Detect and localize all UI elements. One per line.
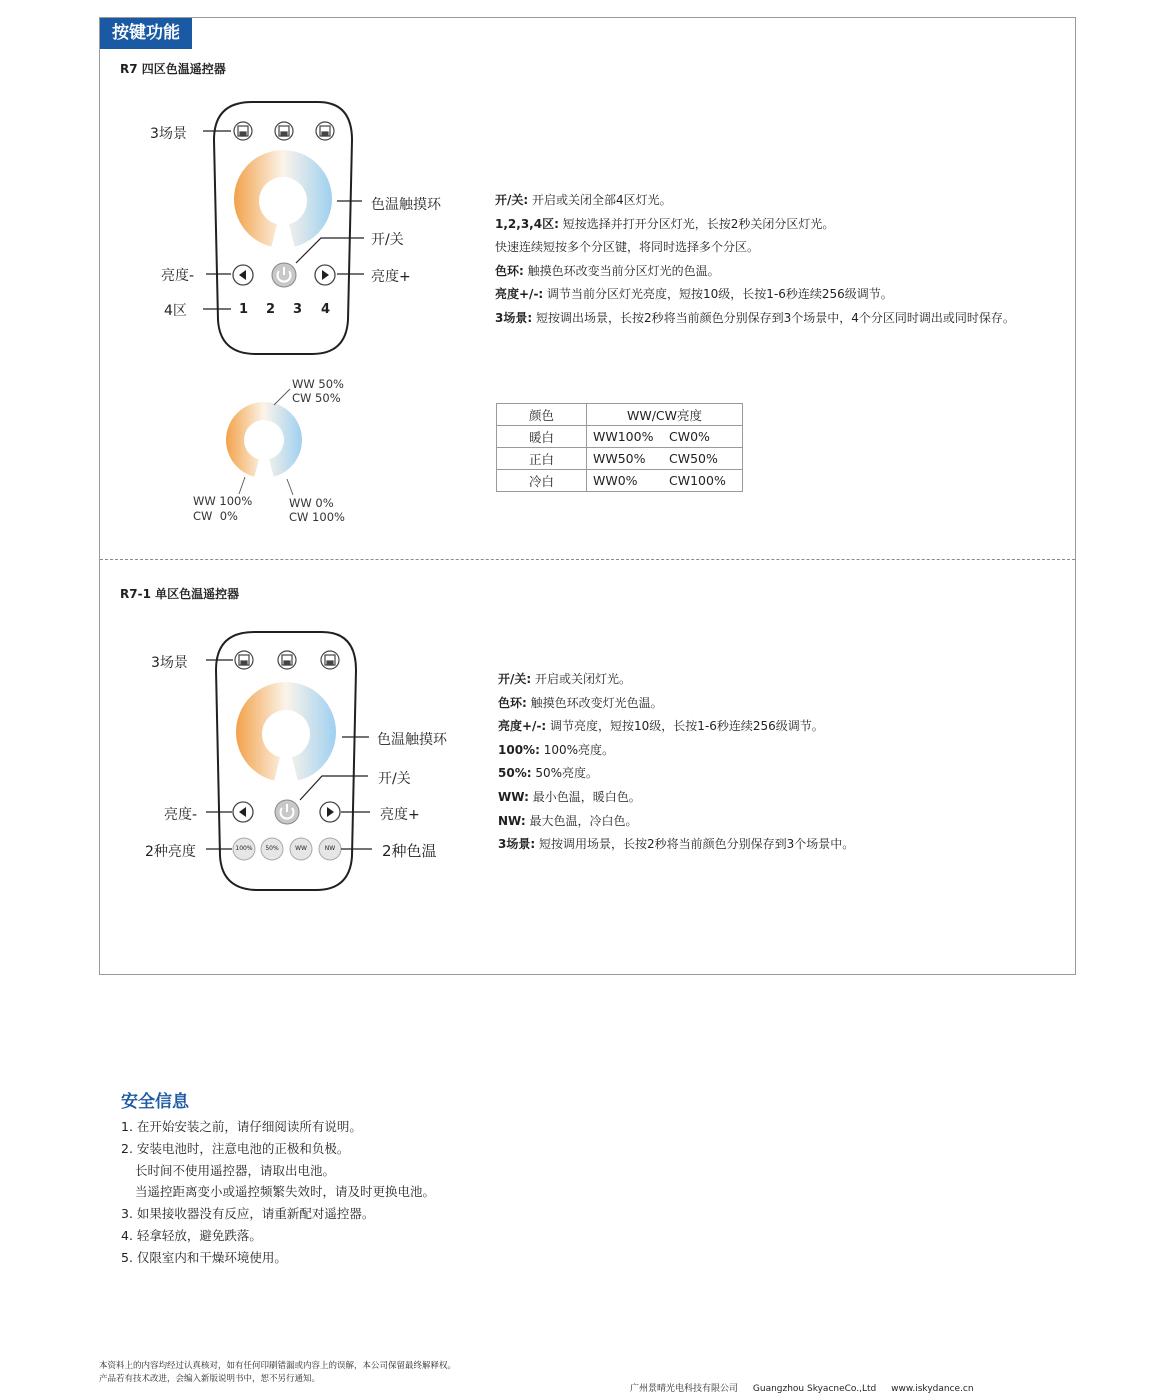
company-en: Guangzhou SkyacneCo.,Ltd — [752, 1384, 877, 1394]
key-50[interactable]: 50% — [265, 845, 279, 852]
desc-line: WW: 最小色温，暖白色。 — [498, 789, 641, 804]
ring-top-ww: WW 50% — [292, 377, 344, 391]
r71-label-two-bright: 2种亮度 — [145, 844, 196, 860]
table-header-cell: WW/CW亮度 — [587, 404, 743, 426]
footer-notice — [99, 1360, 456, 1385]
website-link[interactable]: www.iskydance.cn — [891, 1384, 974, 1394]
r71-label-bright-minus: 亮度- — [164, 807, 198, 823]
section-tab: 按键功能 — [100, 18, 192, 49]
r7-right-arrow-icon — [315, 265, 335, 285]
r7-label-ring: 色温触摸环 — [371, 197, 441, 213]
r7-scene-save-icon — [275, 122, 293, 140]
r71-label-two-temp: 2种色温 — [382, 842, 437, 860]
ring-right-cw: CW 100% — [289, 510, 345, 524]
r71-label-scenes: 3场景 — [151, 655, 188, 671]
table-row — [497, 426, 743, 448]
key-ww[interactable]: WW — [295, 845, 307, 852]
zone-key-2[interactable]: 2 — [266, 302, 276, 317]
table-header-cell: 颜色 — [497, 404, 587, 426]
desc-line: 亮度+/-: 调节亮度，短按10级，长按1-6秒连续256级调节。 — [498, 719, 824, 734]
desc-line: 色环: 触摸色环改变当前分区灯光的色温。 — [495, 263, 720, 278]
table-cell: CW100% — [669, 473, 726, 488]
key-nw[interactable]: NW — [324, 845, 336, 852]
desc-line: 亮度+/-: 调节当前分区灯光亮度，短按10级，长按1-6秒连续256级调节。 — [495, 287, 893, 302]
r71-scene-save-icon — [278, 651, 296, 669]
safety-item: 4. 轻拿轻放，避免跌落。 — [121, 1227, 262, 1243]
r71-label-ring: 色温触摸环 — [377, 732, 447, 748]
table-cell: WW100% — [593, 429, 654, 444]
table-cell: 暖白 — [497, 426, 587, 448]
r7-label-power: 开/关 — [371, 232, 404, 248]
desc-line: 3场景: 短按调用场景，长按2秒将当前颜色分别保存到3个场景中。 — [498, 837, 855, 852]
table-cell: CW50% — [669, 451, 718, 466]
table-cell: 正白 — [497, 448, 587, 470]
ring-right-ww: WW 0% — [289, 496, 334, 510]
table-row — [497, 448, 743, 470]
key-100[interactable]: 100% — [235, 845, 253, 852]
r71-right-arrow-icon — [320, 802, 340, 822]
r7-power-icon — [272, 263, 296, 287]
table-cell: WW50% — [593, 451, 646, 466]
footer-notice-line: 本资料上的内容均经过认真核对，如有任何印刷错漏或内容上的误解，本公司保留最终解释权。 — [99, 1361, 457, 1371]
desc-line: 色环: 触摸色环改变灯光色温。 — [498, 695, 663, 710]
desc-line: 快速连续短按多个分区键，将同时选择多个分区。 — [495, 240, 760, 255]
safety-item: 长时间不使用遥控器，请取出电池。 — [135, 1162, 336, 1178]
desc-line: 50%: 50%亮度。 — [498, 766, 599, 781]
ring-top-cw: CW 50% — [292, 391, 341, 405]
ring-diagram — [226, 402, 302, 478]
safety-list — [121, 1116, 435, 1269]
r7-left-arrow-icon — [233, 265, 253, 285]
r7-label-bright-minus: 亮度- — [161, 268, 195, 284]
desc-line: 3场景: 短按调出场景，长按2秒将当前颜色分别保存到3个场景中，4个分区同时调出或同时保存。 — [495, 310, 1015, 325]
r71-label-bright-plus: 亮度+ — [380, 807, 420, 823]
safety-item: 3. 如果接收器没有反应，请重新配对遥控器。 — [121, 1206, 375, 1222]
r71-description — [498, 668, 854, 857]
desc-line: 100%: 100%亮度。 — [498, 742, 614, 757]
r7-scene-save-icon — [316, 122, 334, 140]
table-cell: CW0% — [669, 429, 710, 444]
zone-key-4[interactable]: 4 — [321, 302, 331, 317]
zone-key-1[interactable]: 1 — [239, 302, 249, 317]
r7-color-ring — [234, 150, 332, 248]
safety-item: 2. 安装电池时，注意电池的正极和负极。 — [121, 1140, 350, 1156]
r71-scene-save-icon — [235, 651, 253, 669]
ring-left-cw: CW 0% — [193, 509, 238, 523]
r71-title: R7-1 单区色温遥控器 — [120, 587, 240, 601]
r71-power-icon — [275, 800, 299, 824]
r71-color-ring — [236, 682, 336, 782]
ring-left-ww: WW 100% — [193, 494, 253, 508]
company-cn: 广州景晴光电科技有限公司 — [630, 1384, 739, 1394]
desc-line: NW: 最大色温，冷白色。 — [498, 813, 638, 828]
zone-key-3[interactable]: 3 — [293, 302, 303, 317]
color-table — [496, 403, 743, 492]
safety-item: 1. 在开始安装之前，请仔细阅读所有说明。 — [121, 1119, 362, 1134]
safety-item: 5. 仅限室内和干燥环境使用。 — [121, 1249, 287, 1265]
r71-left-arrow-icon — [233, 802, 253, 822]
safety-item: 当遥控距离变小或遥控频繁失效时，请及时更换电池。 — [135, 1184, 436, 1200]
r71-scene-save-icon — [321, 651, 339, 669]
r7-label-scenes: 3场景 — [150, 126, 187, 142]
footer-company — [630, 1381, 986, 1394]
r7-description — [495, 189, 1015, 331]
table-cell: 冷白 — [497, 470, 587, 492]
table-header-row — [497, 404, 743, 426]
desc-line: 开/关: 开启或关闭灯光。 — [498, 672, 632, 686]
r71-label-power: 开/关 — [378, 771, 411, 787]
r7-label-zones: 4区 — [164, 303, 187, 319]
desc-line: 1,2,3,4区: 短按选择并打开分区灯光，长按2秒关闭分区灯光。 — [495, 216, 835, 231]
r7-scene-save-icon — [234, 122, 252, 140]
r7-title: R7 四区色温遥控器 — [120, 62, 226, 76]
table-cell: WW0% — [593, 473, 638, 488]
footer-notice-line: 产品若有技术改进，会编入新版说明书中，恕不另行通知。 — [99, 1373, 321, 1384]
r7-label-bright-plus: 亮度+ — [371, 269, 411, 285]
desc-line: 开/关: 开启或关闭全部4区灯光。 — [495, 193, 672, 207]
safety-title: 安全信息 — [121, 1092, 189, 1112]
table-row — [497, 470, 743, 492]
